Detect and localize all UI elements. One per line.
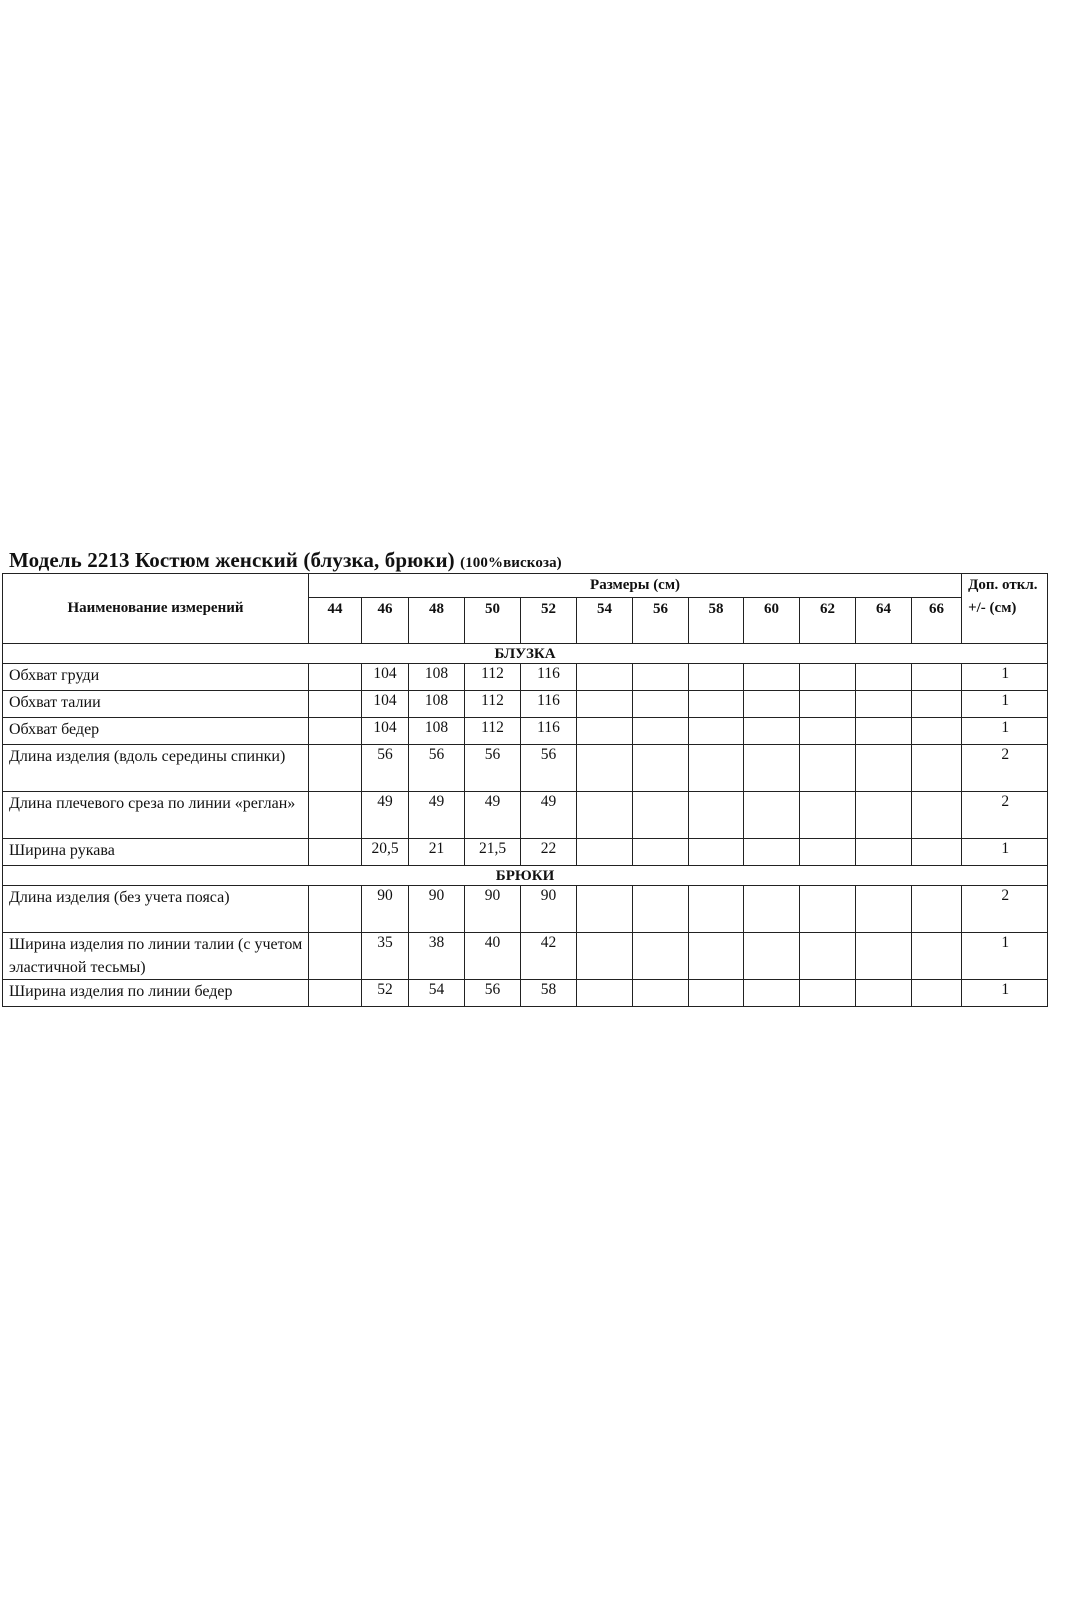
table-body bbox=[3, 644, 1048, 1007]
measurement-value bbox=[856, 691, 912, 718]
measurement-value: 49 bbox=[362, 792, 409, 839]
measurement-value bbox=[577, 886, 633, 933]
measurement-value bbox=[577, 980, 633, 1007]
size-header-cell: 54 bbox=[577, 598, 633, 644]
measurement-value: 21,5 bbox=[465, 839, 521, 866]
measurement-value: 42 bbox=[521, 933, 577, 980]
fabric-composition: (100%вискоза) bbox=[460, 555, 562, 571]
measurement-value bbox=[856, 839, 912, 866]
tolerance-header: Доп. откл. +/- (см) bbox=[962, 574, 1048, 644]
tolerance-value: 1 bbox=[962, 980, 1048, 1007]
table-row bbox=[3, 933, 1048, 980]
measurement-value bbox=[856, 745, 912, 792]
measurement-value bbox=[912, 886, 962, 933]
measurement-value bbox=[689, 718, 744, 745]
size-header-cell: 64 bbox=[856, 598, 912, 644]
measurement-value bbox=[800, 933, 856, 980]
page-title bbox=[9, 548, 562, 573]
measurement-value: 54 bbox=[409, 980, 465, 1007]
table-row bbox=[3, 691, 1048, 718]
section-title: БРЮКИ bbox=[3, 866, 1048, 886]
measurement-value bbox=[912, 718, 962, 745]
size-header-cell: 66 bbox=[912, 598, 962, 644]
measurement-value: 116 bbox=[521, 691, 577, 718]
measurement-value: 58 bbox=[521, 980, 577, 1007]
model-title: Модель 2213 Костюм женский (блузка, брюки) bbox=[9, 548, 455, 572]
measurement-value bbox=[689, 839, 744, 866]
table-row bbox=[3, 886, 1048, 933]
measurement-value bbox=[856, 886, 912, 933]
measurement-value bbox=[633, 886, 689, 933]
measurement-value bbox=[689, 933, 744, 980]
measurement-value: 90 bbox=[362, 886, 409, 933]
measurement-value: 104 bbox=[362, 664, 409, 691]
measurement-value bbox=[309, 980, 362, 1007]
measurement-value bbox=[856, 664, 912, 691]
measurement-value: 20,5 bbox=[362, 839, 409, 866]
measurement-value bbox=[577, 792, 633, 839]
measurement-value bbox=[800, 886, 856, 933]
measurement-value: 108 bbox=[409, 718, 465, 745]
measurement-value: 38 bbox=[409, 933, 465, 980]
size-header-cell: 44 bbox=[309, 598, 362, 644]
measurement-value bbox=[689, 980, 744, 1007]
measurement-name: Длина изделия (вдоль середины спинки) bbox=[3, 745, 309, 792]
measurement-name-header: Наименование измерений bbox=[3, 574, 309, 644]
measurement-value bbox=[800, 664, 856, 691]
measurement-value: 56 bbox=[409, 745, 465, 792]
measurement-value: 56 bbox=[521, 745, 577, 792]
measurement-name: Обхват бедер bbox=[3, 718, 309, 745]
measurement-value: 22 bbox=[521, 839, 577, 866]
measurement-value bbox=[577, 664, 633, 691]
measurement-value bbox=[633, 745, 689, 792]
measurement-value bbox=[633, 980, 689, 1007]
measurement-value: 49 bbox=[409, 792, 465, 839]
measurement-value bbox=[577, 691, 633, 718]
measurement-value: 49 bbox=[465, 792, 521, 839]
measurement-value bbox=[309, 886, 362, 933]
section-title: БЛУЗКА bbox=[3, 644, 1048, 664]
measurement-value: 116 bbox=[521, 718, 577, 745]
table-row bbox=[3, 664, 1048, 691]
measurement-value bbox=[912, 792, 962, 839]
table-row bbox=[3, 718, 1048, 745]
measurement-value: 56 bbox=[465, 745, 521, 792]
size-header-cell: 62 bbox=[800, 598, 856, 644]
size-header-cell: 58 bbox=[689, 598, 744, 644]
measurement-value bbox=[856, 792, 912, 839]
measurement-value bbox=[800, 980, 856, 1007]
size-chart-table bbox=[2, 573, 1048, 1007]
tolerance-value: 2 bbox=[962, 792, 1048, 839]
tolerance-value: 2 bbox=[962, 745, 1048, 792]
measurement-value bbox=[309, 664, 362, 691]
measurement-value bbox=[856, 718, 912, 745]
tolerance-value: 2 bbox=[962, 886, 1048, 933]
tolerance-value: 1 bbox=[962, 664, 1048, 691]
measurement-name: Длина изделия (без учета пояса) bbox=[3, 886, 309, 933]
measurement-value: 40 bbox=[465, 933, 521, 980]
measurement-value bbox=[800, 839, 856, 866]
measurement-value bbox=[744, 980, 800, 1007]
section-header-row bbox=[3, 866, 1048, 886]
measurement-value bbox=[633, 839, 689, 866]
table-row bbox=[3, 745, 1048, 792]
tolerance-value: 1 bbox=[962, 839, 1048, 866]
measurement-value bbox=[309, 839, 362, 866]
measurement-name: Обхват талии bbox=[3, 691, 309, 718]
measurement-value: 108 bbox=[409, 664, 465, 691]
measurement-value bbox=[912, 980, 962, 1007]
measurement-value bbox=[744, 792, 800, 839]
measurement-value bbox=[856, 933, 912, 980]
measurement-value bbox=[800, 691, 856, 718]
measurement-value bbox=[744, 718, 800, 745]
measurement-name: Ширина изделия по линии талии (с учетом эластичной тесьмы) bbox=[3, 933, 309, 980]
measurement-value bbox=[744, 839, 800, 866]
measurement-value bbox=[309, 933, 362, 980]
measurement-value bbox=[577, 745, 633, 792]
measurement-value bbox=[912, 933, 962, 980]
measurement-value: 21 bbox=[409, 839, 465, 866]
measurement-value bbox=[744, 886, 800, 933]
measurement-value bbox=[744, 664, 800, 691]
measurement-value bbox=[309, 792, 362, 839]
tolerance-value: 1 bbox=[962, 691, 1048, 718]
measurement-value bbox=[689, 691, 744, 718]
table-row bbox=[3, 792, 1048, 839]
measurement-value bbox=[744, 691, 800, 718]
measurement-value bbox=[689, 792, 744, 839]
tolerance-value: 1 bbox=[962, 718, 1048, 745]
size-header-cell: 50 bbox=[465, 598, 521, 644]
measurement-value bbox=[912, 664, 962, 691]
size-header-cell: 48 bbox=[409, 598, 465, 644]
measurement-value bbox=[912, 839, 962, 866]
measurement-value: 90 bbox=[521, 886, 577, 933]
measurement-value: 112 bbox=[465, 691, 521, 718]
header-row-sizes-label bbox=[3, 574, 1048, 598]
measurement-value bbox=[309, 691, 362, 718]
measurement-value bbox=[577, 839, 633, 866]
sizes-header: Размеры (см) bbox=[309, 574, 962, 598]
measurement-value bbox=[800, 745, 856, 792]
measurement-value: 56 bbox=[465, 980, 521, 1007]
measurement-value bbox=[633, 664, 689, 691]
measurement-name: Ширина изделия по линии бедер bbox=[3, 980, 309, 1007]
size-header-cell: 52 bbox=[521, 598, 577, 644]
measurement-value bbox=[856, 980, 912, 1007]
measurement-value: 90 bbox=[409, 886, 465, 933]
measurement-value: 90 bbox=[465, 886, 521, 933]
measurement-name: Длина плечевого среза по линии «реглан» bbox=[3, 792, 309, 839]
table-row bbox=[3, 980, 1048, 1007]
section-header-row bbox=[3, 644, 1048, 664]
measurement-value bbox=[912, 745, 962, 792]
measurement-value bbox=[912, 691, 962, 718]
measurement-name: Обхват груди bbox=[3, 664, 309, 691]
measurement-value: 108 bbox=[409, 691, 465, 718]
measurement-name: Ширина рукава bbox=[3, 839, 309, 866]
measurement-value bbox=[744, 745, 800, 792]
measurement-value: 116 bbox=[521, 664, 577, 691]
measurement-value bbox=[309, 718, 362, 745]
table-header bbox=[3, 574, 1048, 644]
size-header-cell: 56 bbox=[633, 598, 689, 644]
measurement-value: 56 bbox=[362, 745, 409, 792]
measurement-value bbox=[800, 718, 856, 745]
measurement-value bbox=[633, 792, 689, 839]
measurement-value bbox=[689, 886, 744, 933]
size-header-cell: 46 bbox=[362, 598, 409, 644]
measurement-value bbox=[577, 718, 633, 745]
measurement-value bbox=[577, 933, 633, 980]
measurement-value: 112 bbox=[465, 718, 521, 745]
measurement-value bbox=[689, 664, 744, 691]
measurement-value: 52 bbox=[362, 980, 409, 1007]
measurement-value bbox=[744, 933, 800, 980]
measurement-value: 104 bbox=[362, 691, 409, 718]
measurement-value: 104 bbox=[362, 718, 409, 745]
measurement-value bbox=[689, 745, 744, 792]
measurement-value: 49 bbox=[521, 792, 577, 839]
measurement-value: 35 bbox=[362, 933, 409, 980]
table-row bbox=[3, 839, 1048, 866]
measurement-value bbox=[309, 745, 362, 792]
measurement-value bbox=[633, 718, 689, 745]
measurement-value bbox=[800, 792, 856, 839]
measurement-value bbox=[633, 691, 689, 718]
measurement-value: 112 bbox=[465, 664, 521, 691]
measurement-value bbox=[633, 933, 689, 980]
tolerance-value: 1 bbox=[962, 933, 1048, 980]
size-header-cell: 60 bbox=[744, 598, 800, 644]
